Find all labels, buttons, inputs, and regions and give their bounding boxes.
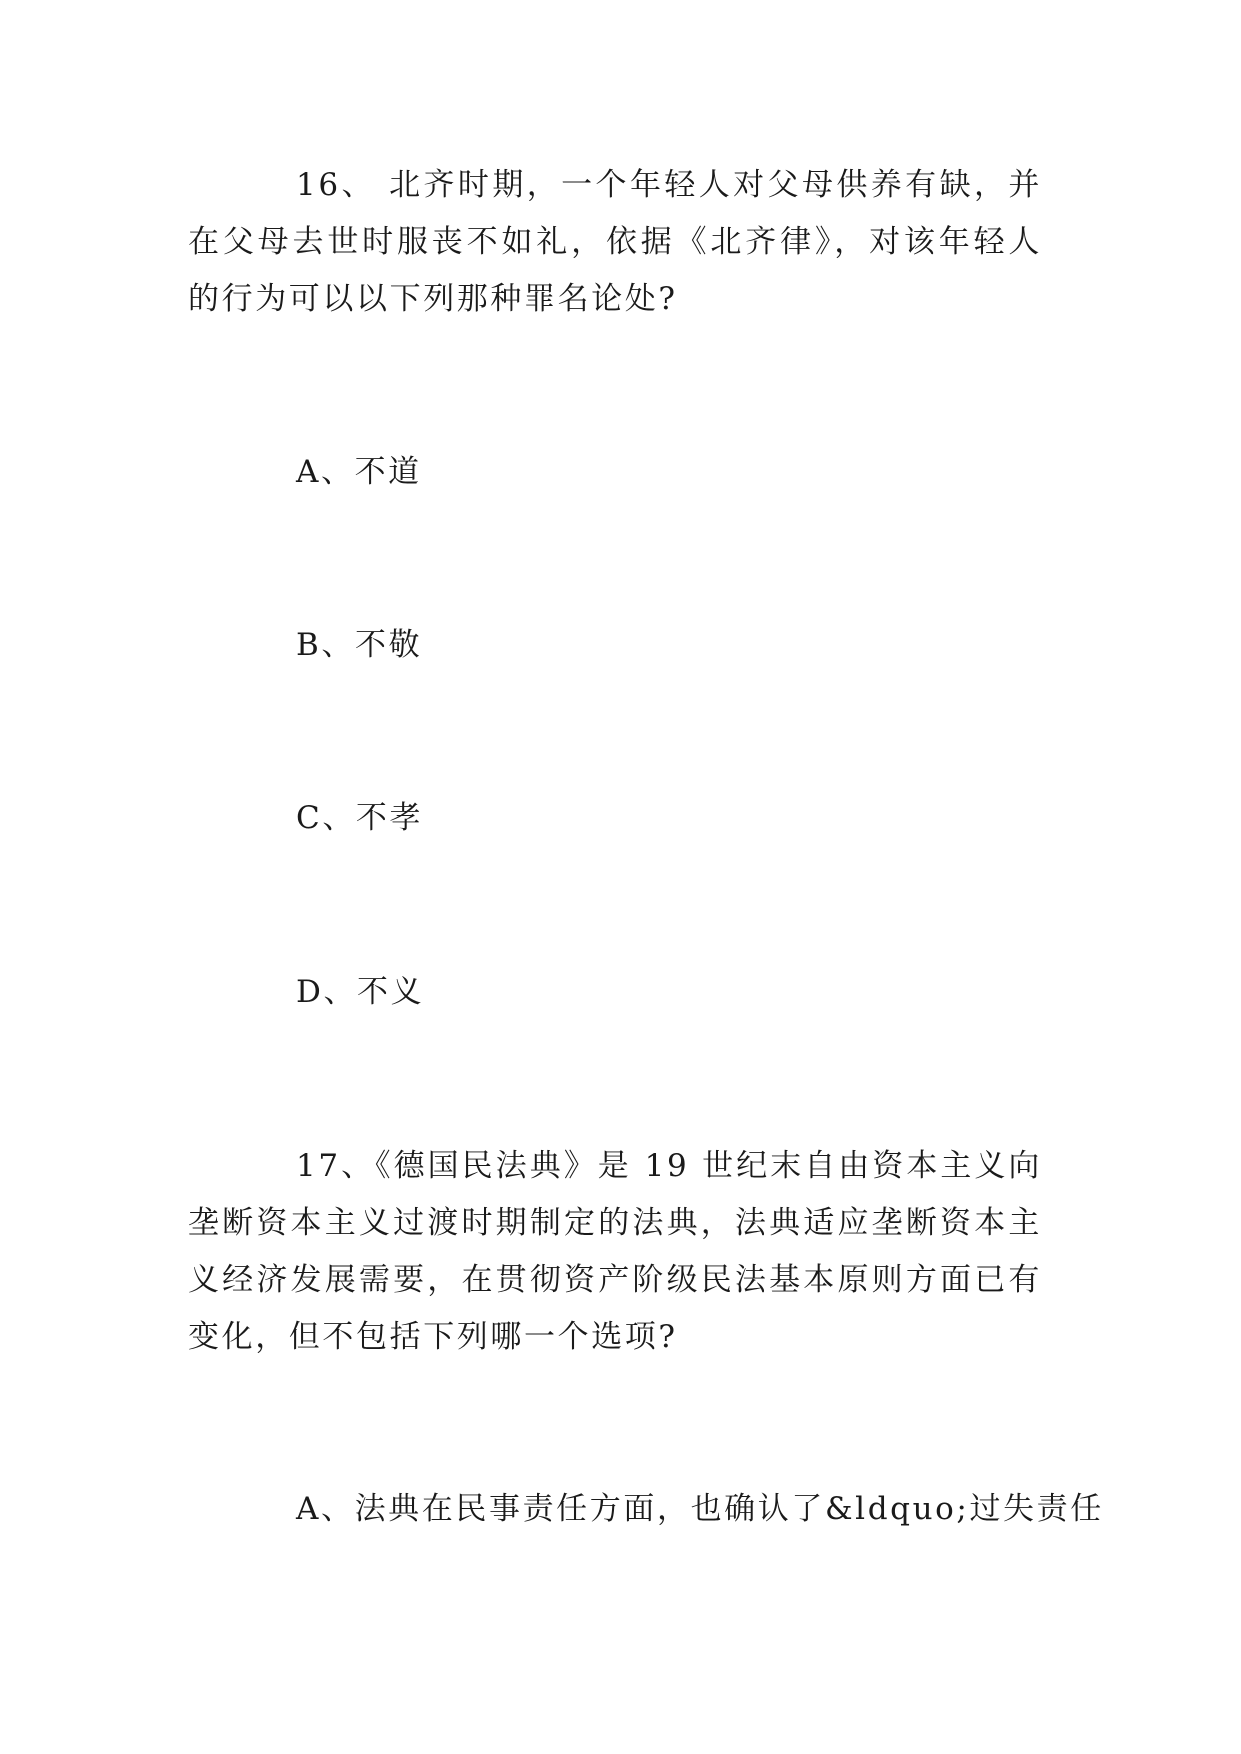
question-16-option-a: A、不道	[296, 454, 422, 490]
question-17-stem: 17、《德国民法典》是 19 世纪末自由资本主义向垄断资本主义过渡时期制定的法典，法典适应垄断资本主义经济发展需要，在贯彻资产阶级民法基本原则方面已有变化，但不包括下列哪一个选项?	[188, 1148, 1042, 1355]
question-16-stem: 16、 北齐时期，一个年轻人对父母供养有缺，并在父母去世时服丧不如礼，依据《北齐律》，对该年轻人的行为可以以下列那种罪名论处?	[188, 167, 1042, 317]
question-16-option-b: B、不敬	[296, 627, 423, 663]
question-16-option-c: C、不孝	[296, 800, 424, 836]
question-16-option-d: D、不义	[296, 974, 425, 1010]
question-17-option-a: A、法典在民事责任方面，也确认了&ldquo;过失责任	[296, 1491, 1104, 1527]
